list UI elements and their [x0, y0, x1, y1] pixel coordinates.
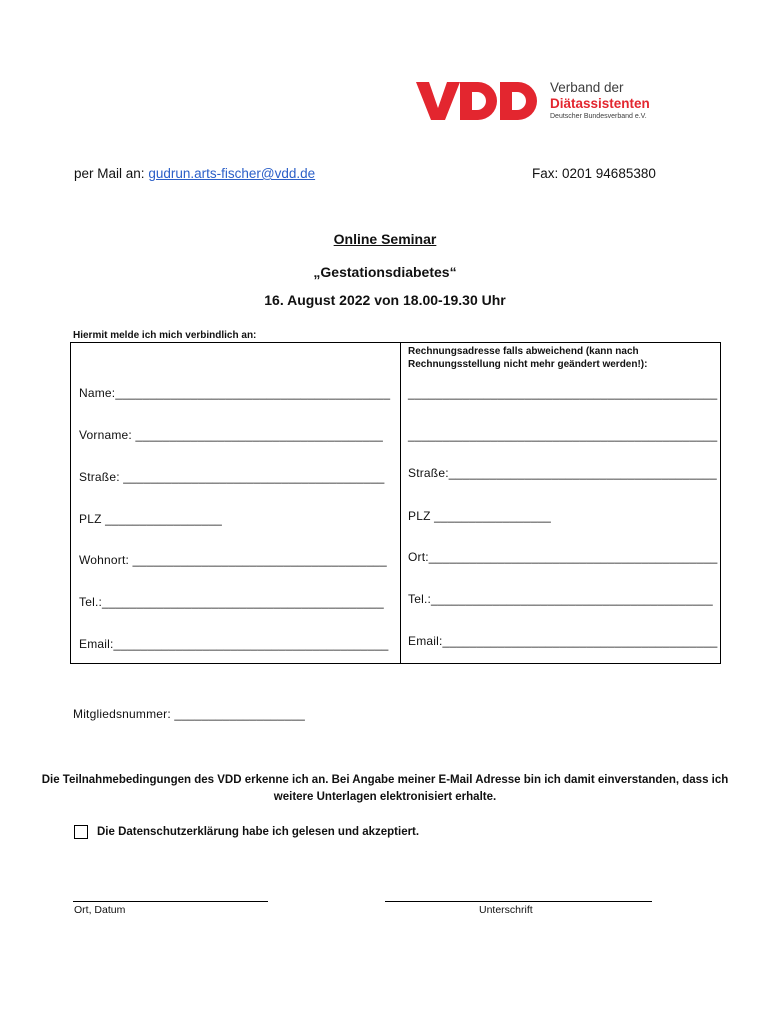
form-divider: [400, 342, 401, 664]
billing-note: Rechnungsadresse falls abweichend (kann nach Rechnungsstellung nicht mehr geändert werden!):: [408, 346, 648, 370]
place-date-label: Ort, Datum: [74, 904, 126, 916]
form-intro: Hiermit melde ich mich verbindlich an:: [73, 330, 257, 341]
fax-number: Fax: 0201 94685380: [532, 166, 656, 181]
name-field[interactable]: Name:________________________________________: [79, 386, 391, 400]
billing-plz-field[interactable]: PLZ _________________: [408, 509, 551, 523]
seminar-date: 16. August 2022 von 18.00-19.30 Uhr: [264, 292, 506, 308]
page-title: Online Seminar: [333, 231, 437, 247]
email-field[interactable]: Email:________________________________________: [79, 637, 389, 651]
logo-line-1: Verband der: [550, 80, 624, 95]
seminar-topic: „Gestationsdiabetes“: [313, 264, 457, 280]
strasse-field[interactable]: Straße: ______________________________________: [79, 470, 385, 484]
place-date-line[interactable]: [73, 901, 268, 902]
wohnort-field[interactable]: Wohnort: _____________________________________: [79, 553, 387, 567]
terms-text: Die Teilnahmebedingungen des VDD erkenne ich an. Bei Angabe meiner E-Mail Adresse bin ich damit einverstanden, dass ich weitere Unterlagen elektronisiert erhalte.: [41, 774, 729, 803]
vdd-logo: [416, 80, 666, 122]
signature-line[interactable]: [385, 901, 652, 902]
billing-name-line[interactable]: _____________________________________________: [408, 386, 718, 400]
privacy-label: Die Datenschutzerklärung habe ich gelesen und akzeptiert.: [97, 826, 420, 838]
billing-email-field[interactable]: Email:________________________________________: [408, 634, 718, 648]
privacy-checkbox[interactable]: [74, 825, 88, 839]
plz-field[interactable]: PLZ _________________: [79, 512, 222, 526]
signature-label: Unterschrift: [479, 904, 533, 916]
member-number-field[interactable]: Mitgliedsnummer: ___________________: [73, 707, 306, 721]
logo-line-3: Deutscher Bundesverband e.V.: [550, 113, 647, 120]
logo-line-2: Diätassistenten: [550, 96, 650, 111]
mail-link[interactable]: gudrun.arts-fischer@vdd.de: [148, 166, 316, 181]
billing-ort-field[interactable]: Ort:__________________________________________: [408, 550, 718, 564]
billing-vorname-line[interactable]: _____________________________________________: [408, 428, 718, 442]
billing-tel-field[interactable]: Tel.:_________________________________________: [408, 592, 713, 606]
tel-field[interactable]: Tel.:_________________________________________: [79, 595, 384, 609]
vorname-field[interactable]: Vorname: ____________________________________: [79, 428, 383, 442]
vdd-logo-mark: [416, 82, 544, 120]
mail-line: [74, 166, 315, 181]
billing-strasse-field[interactable]: Straße:_______________________________________: [408, 466, 717, 480]
mail-prefix: per Mail an:: [74, 166, 145, 181]
